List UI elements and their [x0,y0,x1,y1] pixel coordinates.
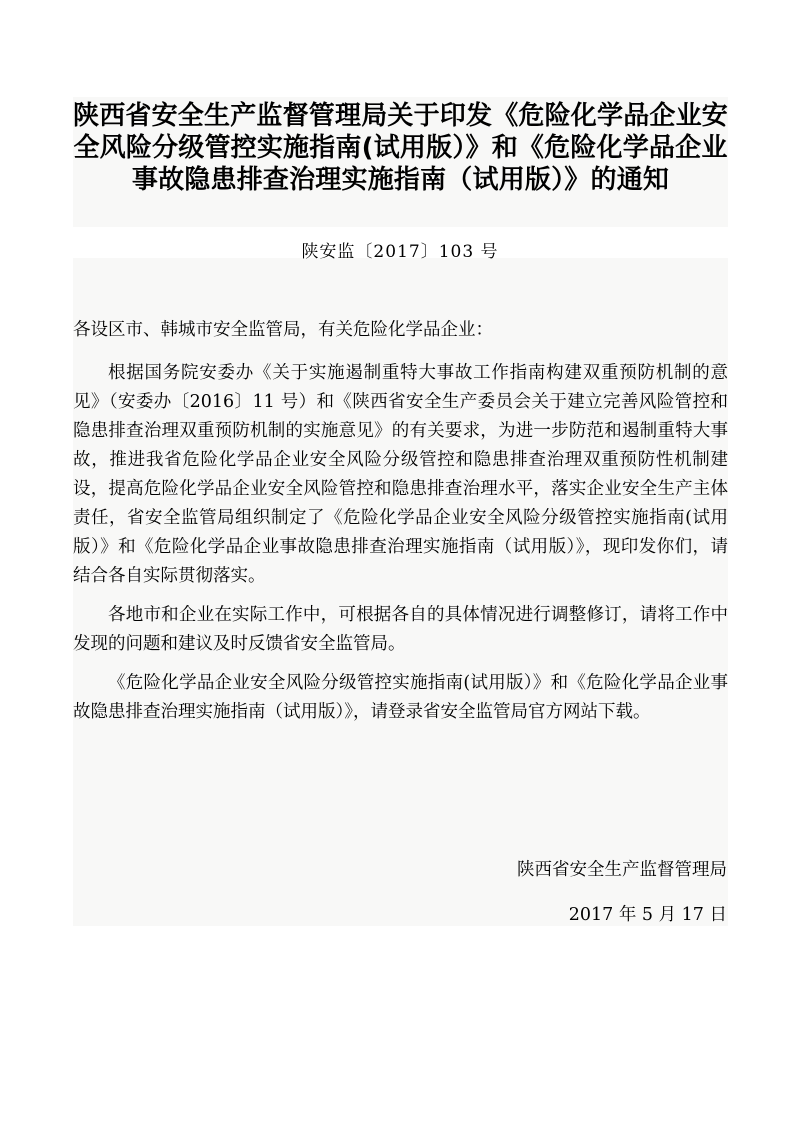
paragraph-1: 根据国务院安委办《关于实施遏制重特大事故工作指南构建双重预防机制的意见》（安委办〔2016〕11 号）和《陕西省安全生产委员会关于建立完善风险管控和隐患排查治理双重预防机制的实施意见》的有关要求，为进一步防范和遏制重特大事故，推进我省危险化学品企业安全风险分级管控和隐患排查治理双重预防性机制建设，提高危险化学品企业安全风险管控和隐患排查治理水平，落实企业安全生产主体责任，省安全监管局组织制定了《危险化学品企业安全风险分级管控实施指南(试用版）》和《危险化学品企业事故隐患排查治理实施指南（试用版）》，现印发你们，请结合各自实际贯彻落实。 [73,363,728,586]
paragraph-3: 《危险化学品企业安全风险分级管控实施指南(试用版）》和《危险化学品企业事故隐患排查治理实施指南（试用版）》，请登录省安全监管局官方网站下载。 [73,673,728,722]
issuer-signature: 陕西省安全生产监督管理局 [517,860,727,880]
document-body [73,316,728,727]
salutation: 各设区市、韩城市安全监管局，有关危险化学品企业： [73,320,493,340]
issue-date: 2017 年 5 月 17 日 [568,905,727,925]
document-number: 陕安监〔2017〕103 号 [301,242,499,262]
document-title: 陕西省安全生产监督管理局关于印发《危险化学品企业安全风险分级管控实施指南(试用版）》和《危险化学品企业事故隐患排查治理实施指南（试用版）》的通知 [73,101,729,195]
paragraph-2: 各地市和企业在实际工作中，可根据各自的具体情况进行调整修订，请将工作中发现的问题和建议及时反馈省安全监管局。 [73,605,728,654]
